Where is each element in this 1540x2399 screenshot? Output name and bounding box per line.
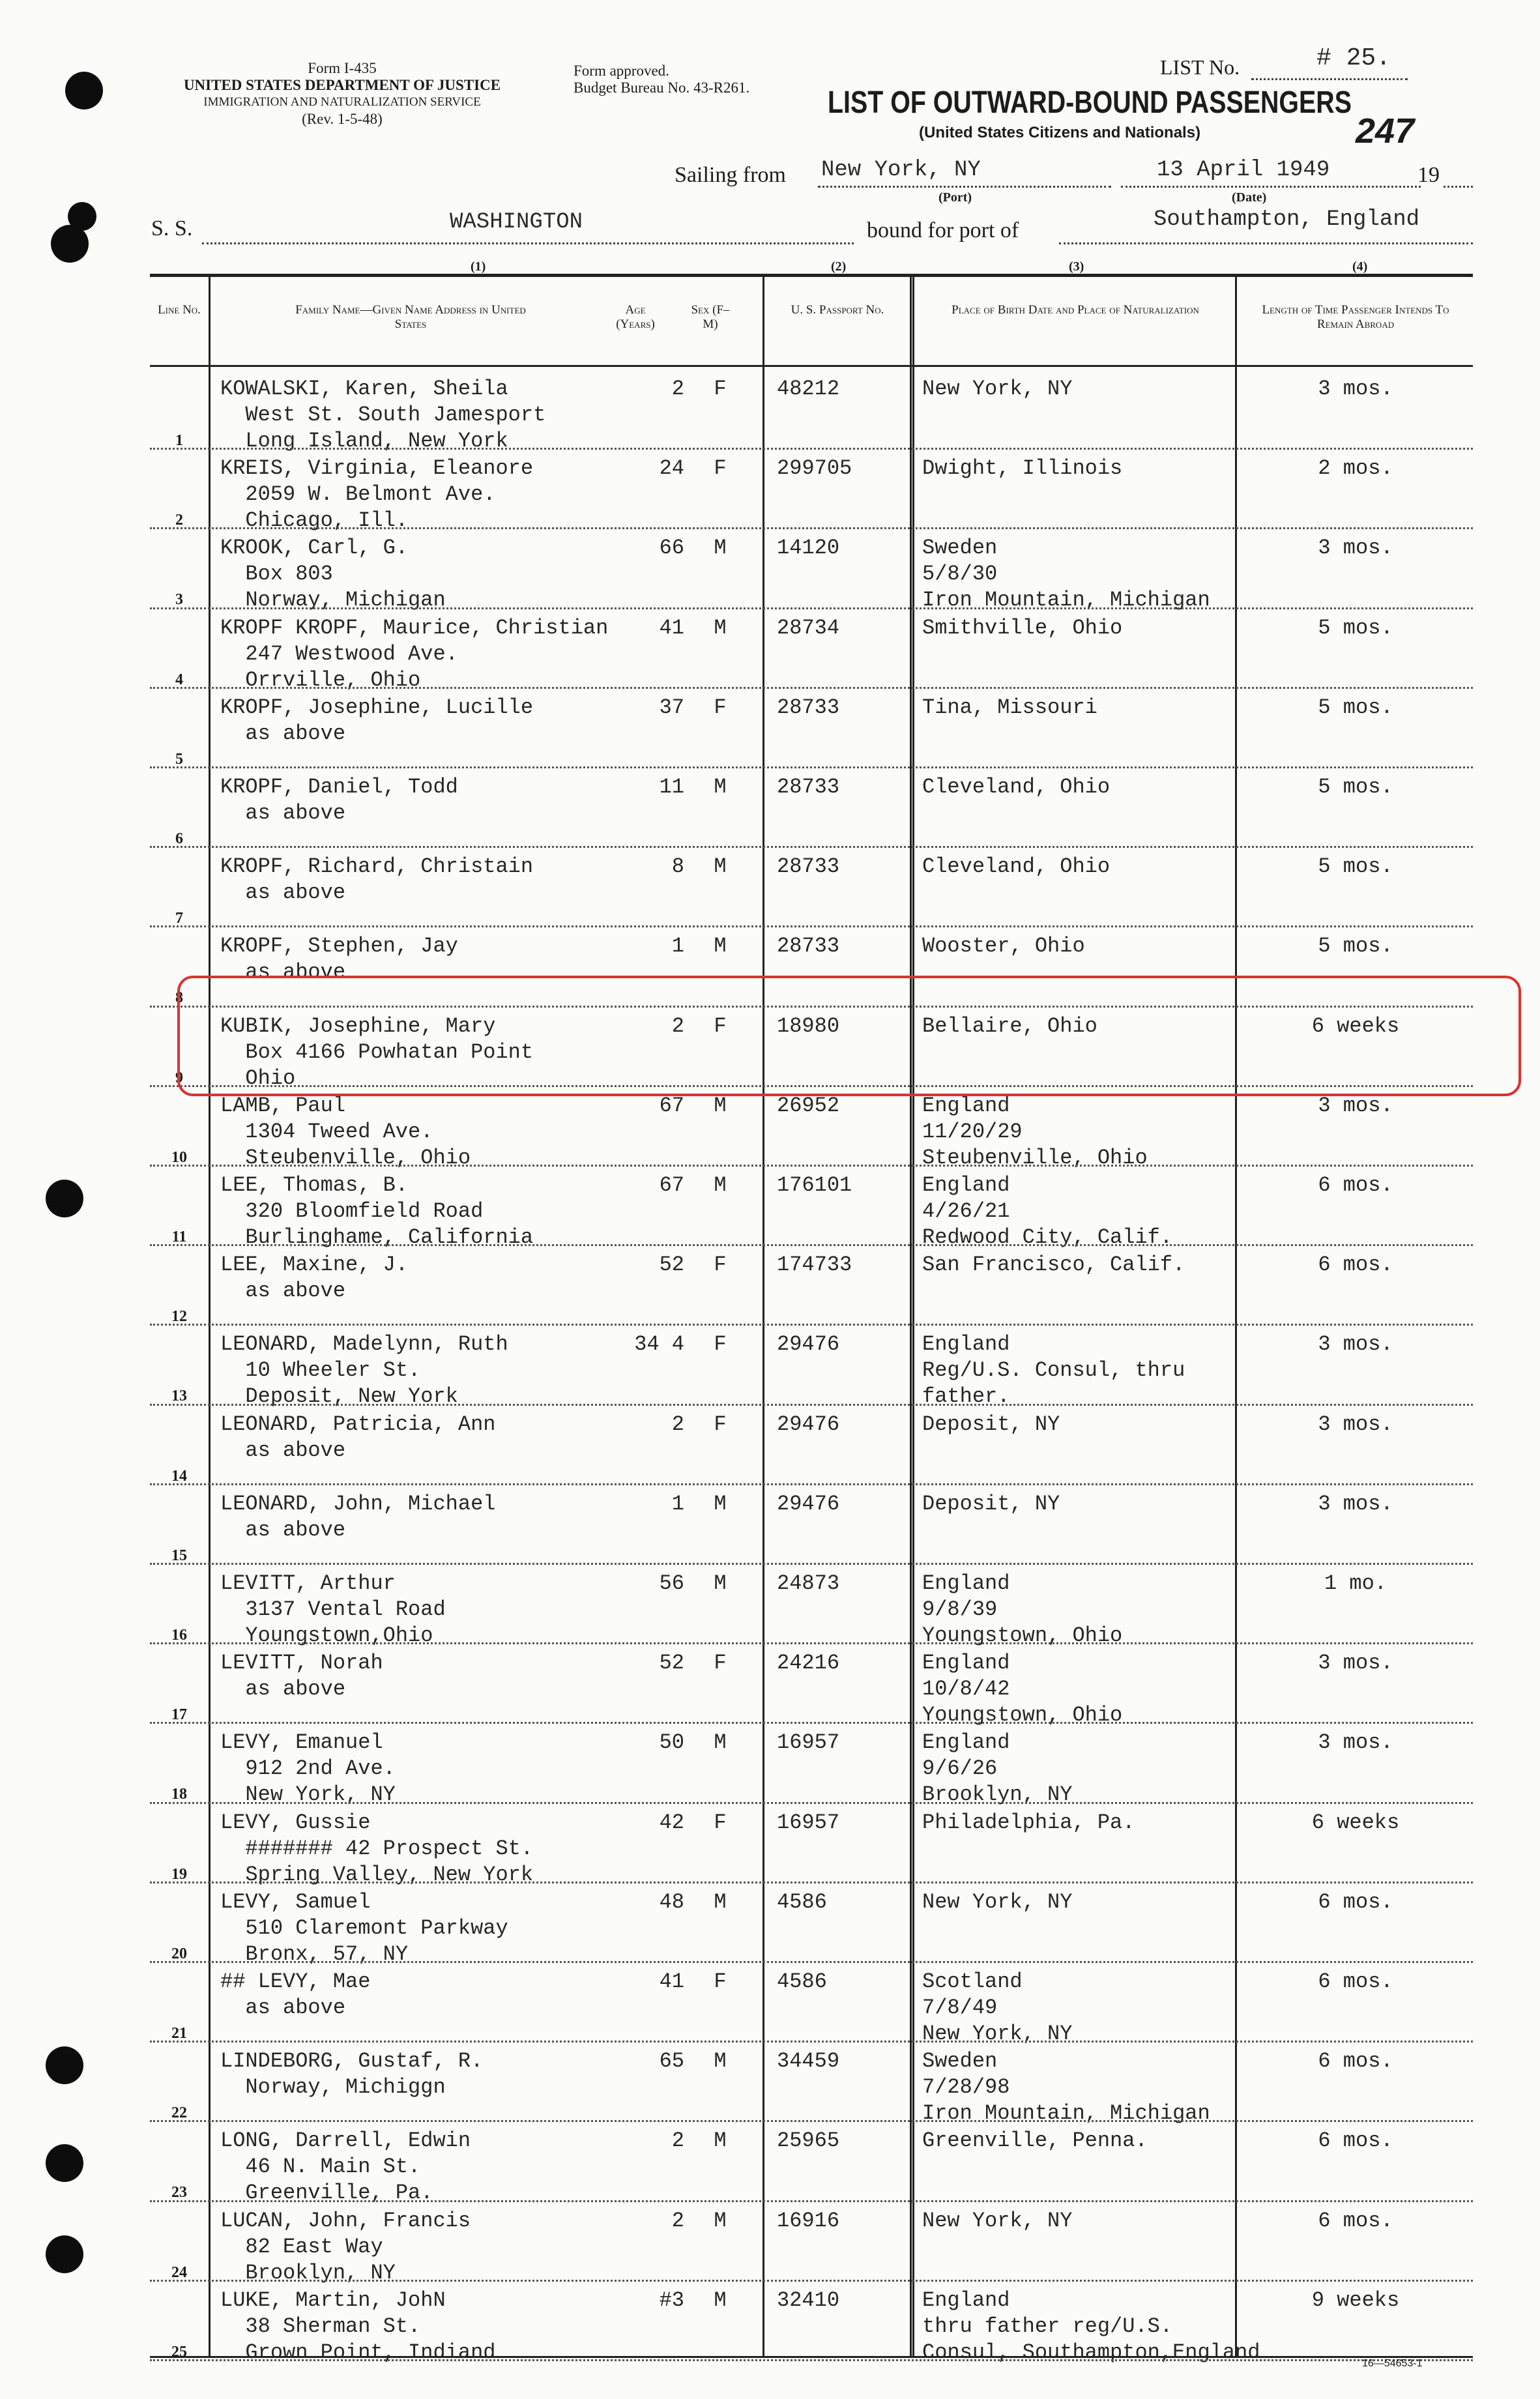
col-divider [1235, 277, 1237, 2356]
line-number: 17 [171, 1706, 187, 1724]
passenger-age: 2 [671, 377, 684, 401]
place-of-birth: New York, NY [922, 1889, 1073, 1914]
line-number: 21 [171, 2025, 187, 2042]
row-divider [150, 1961, 1473, 1963]
passenger-name-address: KROOK, Carl, G. Box 803 Norway, Michigan [220, 536, 446, 613]
passport-number: 299705 [777, 456, 852, 481]
passenger-sex: M [714, 2129, 727, 2153]
passenger-sex: F [714, 1412, 727, 1436]
passenger-sex: F [714, 1970, 727, 1994]
passenger-sex: M [714, 1889, 727, 1914]
row-divider [150, 1165, 1473, 1167]
place-of-birth: Deposit, NY [922, 1491, 1060, 1516]
passenger-sex: M [714, 1173, 727, 1197]
passenger-name-address: LUKE, Martin, JohN 38 Sherman St. Grown Point, Indiand [220, 2288, 496, 2364]
col4-num-top: (4) [1352, 259, 1368, 274]
col1-num-top: (1) [471, 259, 486, 274]
passenger-name-address: LEVY, Samuel 510 Claremont Parkway Bronx, 57, NY [220, 1889, 508, 1966]
length-of-stay: 3 mos. [1318, 377, 1393, 401]
passenger-age: 2 [671, 2129, 684, 2153]
form-approval [574, 63, 749, 96]
passenger-sex: F [714, 1810, 727, 1835]
col3-num-top: (3) [1069, 259, 1084, 274]
col-head-length: Length of Time Passenger Intends To Remain Abroad [1262, 303, 1449, 331]
passenger-age: 41 [659, 615, 684, 640]
place-of-birth: Wooster, Ohio [922, 934, 1085, 959]
sailing-date-line [1121, 186, 1421, 188]
passenger-sex: F [714, 1651, 727, 1676]
passenger-sex: F [714, 456, 727, 481]
place-of-birth: Tina, Missouri [922, 695, 1097, 720]
passport-number: 28733 [777, 775, 840, 799]
passenger-name-address: LAMB, Paul 1304 Tweed Ave. Steubenville, Ohio [220, 1093, 471, 1170]
length-of-stay: 5 mos. [1318, 934, 1393, 959]
passport-number: 29476 [777, 1491, 840, 1516]
passenger-sex: M [714, 775, 727, 799]
row-divider [150, 1642, 1473, 1644]
row-divider [150, 2120, 1473, 2122]
sailing-date: 13 April 1949 [1157, 158, 1330, 182]
list-no-line [1251, 78, 1408, 80]
passport-number: 4586 [777, 1970, 827, 1994]
length-of-stay: 3 mos. [1318, 1730, 1393, 1755]
passenger-sex: M [714, 1491, 727, 1516]
passenger-age: 56 [659, 1571, 684, 1595]
list-no-label: LIST No. [1160, 55, 1240, 79]
ss-label: S. S. [151, 216, 193, 240]
line-number: 19 [171, 1865, 187, 1883]
passenger-sex: M [714, 536, 727, 560]
passenger-sex: M [714, 1093, 727, 1118]
line-number: 15 [171, 1547, 187, 1564]
passenger-name-address: KROPF, Daniel, Todd as above [220, 775, 458, 825]
row-divider [150, 1722, 1473, 1724]
passenger-age: 65 [659, 2049, 684, 2074]
passenger-name-address: LEONARD, John, Michael as above [220, 1491, 496, 1542]
passenger-name-address: LUCAN, John, Francis 82 East Way Brooklyn, NY [220, 2208, 471, 2285]
page-subtitle: (United States Citizens and Nationals) [919, 124, 1201, 141]
passport-number: 32410 [777, 2288, 840, 2312]
row-divider [150, 2041, 1473, 2043]
list-no-value: # 25. [1316, 44, 1391, 72]
bound-for-label: bound for port of [867, 218, 1019, 242]
row-divider [150, 2200, 1473, 2202]
place-of-birth: England 11/20/29 Steubenville, Ohio [922, 1093, 1148, 1170]
place-of-birth: Cleveland, Ohio [922, 775, 1111, 799]
passenger-name-address: LEONARD, Madelynn, Ruth 10 Wheeler St. Deposit, New York [220, 1332, 508, 1409]
passport-number: 4586 [777, 1889, 827, 1914]
length-of-stay: 6 mos. [1318, 2208, 1393, 2233]
sailing-port-line [818, 186, 1111, 188]
row-divider [150, 527, 1473, 529]
passenger-name-address: LEVITT, Arthur 3137 Vental Road Youngstown,Ohio [220, 1571, 446, 1648]
revision: (Rev. 1-5-48) [302, 111, 383, 127]
col-divider [763, 277, 764, 2356]
line-number: 20 [171, 1945, 187, 1962]
form-approved: Form approved. [574, 63, 669, 79]
row-divider [150, 1404, 1473, 1406]
passenger-sex: M [714, 2288, 727, 2312]
passenger-name-address: KOWALSKI, Karen, Sheila West St. South Jamesport Long Island, New York [220, 377, 546, 453]
punch-hole [46, 2046, 83, 2084]
year-suffix: 19 [1417, 163, 1440, 187]
passenger-age: 67 [659, 1173, 684, 1197]
header-divider [150, 365, 1473, 367]
passenger-name-address: LEVY, Gussie ####### 42 Prospect St. Spring Valley, New York [220, 1810, 534, 1887]
bound-line [1059, 242, 1473, 244]
row-divider [150, 766, 1473, 768]
passport-number: 28733 [777, 854, 840, 879]
length-of-stay: 6 weeks [1311, 1013, 1400, 1038]
punch-hole [65, 72, 103, 109]
col-divider [912, 277, 914, 2356]
passenger-age: 1 [671, 934, 684, 959]
line-number: 7 [175, 910, 183, 927]
row-divider [150, 846, 1473, 848]
ship-name: WASHINGTON [450, 210, 583, 235]
port-caption: (Port) [938, 190, 972, 205]
place-of-birth: England 9/8/39 Youngstown, Ohio [922, 1571, 1123, 1648]
passenger-name-address: LEE, Maxine, J. as above [220, 1253, 409, 1303]
passport-number: 29476 [777, 1412, 840, 1436]
line-number: 24 [171, 2263, 187, 2281]
passport-number: 16957 [777, 1730, 840, 1755]
page-title: LIST OF OUTWARD-BOUND PASSENGERS [828, 85, 1352, 120]
row-divider [150, 1882, 1473, 1883]
passport-number: 18980 [777, 1013, 840, 1038]
place-of-birth: Deposit, NY [922, 1412, 1060, 1436]
row-divider [150, 1563, 1473, 1565]
col-divider [910, 277, 912, 2356]
bound-port: Southampton, England [1154, 207, 1420, 232]
col-head-birth: Place of Birth Date and Place of Naturalization [952, 303, 1199, 317]
col-head-line: Line No. [158, 303, 201, 317]
length-of-stay: 6 mos. [1318, 1173, 1393, 1197]
row-divider [150, 687, 1473, 689]
passenger-age: 50 [659, 1730, 684, 1755]
passenger-age: 2 [671, 1013, 684, 1038]
passport-number: 174733 [777, 1253, 852, 1277]
passenger-sex: M [714, 1571, 727, 1595]
row-divider [150, 1324, 1473, 1326]
passenger-sex: F [714, 1332, 727, 1357]
line-number: 9 [175, 1069, 183, 1086]
passenger-age: 48 [659, 1889, 684, 1914]
length-of-stay: 6 mos. [1318, 2129, 1393, 2153]
passenger-age: 42 [659, 1810, 684, 1835]
punch-hole [68, 202, 96, 231]
passenger-sex: M [714, 854, 727, 879]
line-number: 10 [171, 1148, 187, 1166]
date-caption: (Date) [1232, 190, 1267, 205]
row-divider [150, 925, 1473, 927]
passport-number: 28733 [777, 934, 840, 959]
line-number: 13 [171, 1388, 187, 1405]
passenger-sex: F [714, 377, 727, 401]
row-divider [150, 1802, 1473, 1804]
line-number: 18 [171, 1786, 187, 1803]
passenger-sex: M [714, 615, 727, 640]
passenger-age: 41 [659, 1970, 684, 1994]
passenger-age: 24 [659, 456, 684, 481]
line-number: 14 [171, 1467, 187, 1485]
line-number: 16 [171, 1627, 187, 1644]
col-head-name: Family Name—Given Name Address in United States [295, 303, 526, 331]
service: IMMIGRATION AND NATURALIZATION SERVICE [203, 95, 481, 109]
length-of-stay: 6 mos. [1318, 2049, 1393, 2074]
place-of-birth: England 4/26/21 Redwood City, Calif. [922, 1173, 1173, 1249]
col2-num-top: (2) [831, 259, 847, 274]
col-head-sex: Sex (F–M) [691, 303, 730, 331]
passenger-name-address: LONG, Darrell, Edwin 46 N. Main St. Greenville, Pa. [220, 2129, 471, 2205]
line-number: 22 [171, 2104, 187, 2122]
highlight-box [177, 976, 1521, 1096]
passenger-age: 52 [659, 1253, 684, 1277]
length-of-stay: 6 mos. [1318, 1889, 1393, 1914]
row-divider [150, 2280, 1473, 2282]
line-number: 11 [171, 1229, 187, 1245]
length-of-stay: 5 mos. [1318, 854, 1393, 879]
passenger-sex: F [714, 1013, 727, 1038]
length-of-stay: 5 mos. [1318, 615, 1393, 640]
passenger-name-address: ## LEVY, Mae as above [220, 1970, 371, 2020]
form-number: Form I-435 [308, 60, 377, 76]
line-number: 25 [171, 2343, 187, 2361]
passenger-name-address: LEVITT, Norah as above [220, 1651, 383, 1702]
passenger-sex: F [714, 1253, 727, 1277]
punch-hole [46, 2235, 83, 2273]
passport-number: 176101 [777, 1173, 852, 1197]
length-of-stay: 3 mos. [1318, 1491, 1393, 1516]
sailing-from-label: Sailing from [675, 163, 786, 187]
length-of-stay: 9 weeks [1311, 2288, 1400, 2312]
year-line [1444, 186, 1473, 188]
row-divider [150, 2359, 1473, 2361]
passenger-age: 1 [671, 1491, 684, 1516]
passenger-name-address: LEVY, Emanuel 912 2nd Ave. New York, NY [220, 1730, 396, 1807]
form-header-left [150, 60, 534, 128]
place-of-birth: Sweden 7/28/98 Iron Mountain, Michigan [922, 2049, 1210, 2126]
length-of-stay: 6 mos. [1318, 1253, 1393, 1277]
length-of-stay: 1 mo. [1324, 1571, 1387, 1595]
ship-line [202, 242, 854, 244]
passenger-age: 2 [671, 2208, 684, 2233]
length-of-stay: 3 mos. [1318, 1332, 1393, 1357]
passenger-age: 37 [659, 695, 684, 720]
row-divider [150, 607, 1473, 609]
place-of-birth: England Reg/U.S. Consul, thru father. [922, 1332, 1185, 1409]
passport-number: 28734 [777, 615, 840, 640]
passenger-age: 67 [659, 1093, 684, 1118]
place-of-birth: Greenville, Penna. [922, 2129, 1148, 2153]
passenger-name-address: KREIS, Virginia, Eleanore 2059 W. Belmont Ave. Chicago, Ill. [220, 456, 534, 533]
passenger-name-address: KROPF, Richard, Christain as above [220, 854, 534, 905]
passenger-name-address: LEE, Thomas, B. 320 Bloomfield Road Burlinghame, California [220, 1173, 534, 1249]
line-number: 12 [171, 1308, 187, 1326]
length-of-stay: 3 mos. [1318, 1412, 1393, 1436]
length-of-stay: 3 mos. [1318, 1093, 1393, 1118]
passenger-age: 11 [659, 775, 684, 799]
length-of-stay: 5 mos. [1318, 775, 1393, 799]
passenger-name-address: KROPF, Josephine, Lucille as above [220, 695, 534, 746]
col-head-age: Age (Years) [616, 303, 655, 331]
place-of-birth: Smithville, Ohio [922, 615, 1123, 640]
line-number: 1 [175, 432, 183, 449]
line-number: 6 [175, 830, 183, 847]
passenger-age: 66 [659, 536, 684, 560]
length-of-stay: 5 mos. [1318, 695, 1393, 720]
passenger-sex: M [714, 2208, 727, 2233]
length-of-stay: 3 mos. [1318, 536, 1393, 560]
place-of-birth: San Francisco, Calif. [922, 1253, 1185, 1277]
passenger-name-address: LEONARD, Patricia, Ann as above [220, 1412, 496, 1462]
length-of-stay: 6 mos. [1318, 1970, 1393, 1994]
passenger-name-address: LINDEBORG, Gustaf, R. Norway, Michiggn [220, 2049, 484, 2100]
passport-number: 28733 [777, 695, 840, 720]
line-number: 2 [175, 512, 183, 529]
passport-number: 34459 [777, 2049, 840, 2074]
passport-number: 25965 [777, 2129, 840, 2153]
footer-code: 16—54653-1 [1362, 2358, 1423, 2369]
length-of-stay: 2 mos. [1318, 456, 1393, 481]
place-of-birth: Dwight, Illinois [922, 456, 1123, 481]
place-of-birth: New York, NY [922, 377, 1073, 401]
passenger-age: 52 [659, 1651, 684, 1676]
length-of-stay: 6 weeks [1311, 1810, 1400, 1835]
line-number: 5 [175, 750, 183, 768]
passport-number: 14120 [777, 536, 840, 560]
passport-number: 48212 [777, 377, 840, 401]
passenger-name-address: KUBIK, Josephine, Mary Box 4166 Powhatan Point Ohio [220, 1013, 534, 1090]
place-of-birth: Scotland 7/8/49 New York, NY [922, 1970, 1073, 2046]
passenger-sex: M [714, 2049, 727, 2074]
passenger-name-address: KROPF, Stephen, Jay as above [220, 934, 458, 985]
line-number: 3 [175, 591, 183, 609]
sailing-port: New York, NY [821, 158, 981, 182]
passenger-age: 8 [671, 854, 684, 879]
passenger-age: 34 4 [634, 1332, 684, 1357]
passport-number: 24873 [777, 1571, 840, 1595]
passport-number: 24216 [777, 1651, 840, 1676]
list-stamp: 247 [1356, 111, 1415, 151]
place-of-birth: England thru father reg/U.S. Consul, Southampton,England [922, 2288, 1260, 2364]
budget-bureau: Budget Bureau No. 43-R261. [574, 80, 750, 96]
row-divider [150, 1244, 1473, 1246]
row-divider [150, 1483, 1473, 1485]
punch-hole [46, 2144, 83, 2182]
place-of-birth: Sweden 5/8/30 Iron Mountain, Michigan [922, 536, 1210, 613]
place-of-birth: Bellaire, Ohio [922, 1013, 1097, 1038]
place-of-birth: England 10/8/42 Youngstown, Ohio [922, 1651, 1123, 1728]
passport-number: 26952 [777, 1093, 840, 1118]
passport-number: 16916 [777, 2208, 840, 2233]
place-of-birth: Philadelphia, Pa. [922, 1810, 1135, 1835]
passenger-sex: M [714, 1730, 727, 1755]
punch-hole [46, 1180, 83, 1217]
line-number: 8 [175, 989, 183, 1007]
row-divider [150, 448, 1473, 450]
place-of-birth: England 9/6/26 Brooklyn, NY [922, 1730, 1073, 1807]
passport-number: 16957 [777, 1810, 840, 1835]
passenger-age: #3 [659, 2288, 684, 2312]
place-of-birth: Cleveland, Ohio [922, 854, 1111, 879]
col-divider [209, 277, 211, 2356]
passenger-sex: F [714, 695, 727, 720]
col-head-passport: U. S. Passport No. [791, 303, 884, 317]
passenger-name-address: KROPF KROPF, Maurice, Christian 247 Westwood Ave. Orrville, Ohio [220, 615, 609, 692]
passenger-sex: M [714, 934, 727, 959]
place-of-birth: New York, NY [922, 2208, 1073, 2233]
line-number: 4 [175, 671, 183, 688]
length-of-stay: 3 mos. [1318, 1651, 1393, 1676]
passport-number: 29476 [777, 1332, 840, 1357]
line-number: 23 [171, 2184, 187, 2202]
department: UNITED STATES DEPARTMENT OF JUSTICE [183, 77, 501, 93]
passenger-age: 2 [671, 1412, 684, 1436]
